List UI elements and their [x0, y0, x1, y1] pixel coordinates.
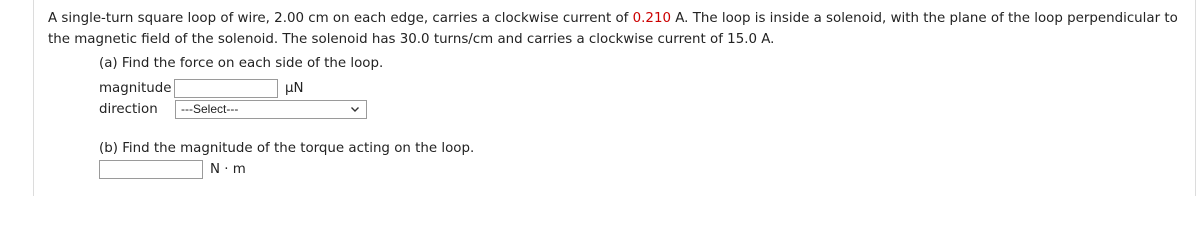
torque-row — [99, 160, 246, 179]
direction-selected-value: ---Select--- — [181, 102, 239, 116]
chevron-down-icon — [350, 104, 360, 114]
magnitude-input[interactable] — [174, 79, 278, 98]
problem-text-part2: A. The loop is inside a solenoid, with the plane of the loop perpendicular to the magnetic field of the solenoid. The solenoid has 30.0 turns/cm and carries a clockwise current of 15.0 A. — [48, 11, 1178, 47]
question-card — [33, 0, 1196, 196]
direction-select[interactable] — [175, 100, 367, 119]
magnitude-row — [99, 79, 304, 98]
problem-text-part1: A single-turn square loop of wire, 2.00 cm on each edge, carries a clockwise current of — [48, 11, 633, 26]
magnitude-unit: μN — [285, 81, 304, 96]
direction-row — [99, 100, 367, 119]
part-b-title: (b) Find the magnitude of the torque acting on the loop. — [99, 141, 475, 156]
magnitude-label: magnitude — [99, 81, 172, 96]
torque-unit: N · m — [210, 162, 246, 177]
direction-label: direction — [99, 102, 158, 117]
part-a-title: (a) Find the force on each side of the loop. — [99, 56, 384, 71]
problem-statement — [48, 8, 1188, 50]
current-value: 0.210 — [632, 11, 671, 26]
torque-input[interactable] — [99, 160, 203, 179]
